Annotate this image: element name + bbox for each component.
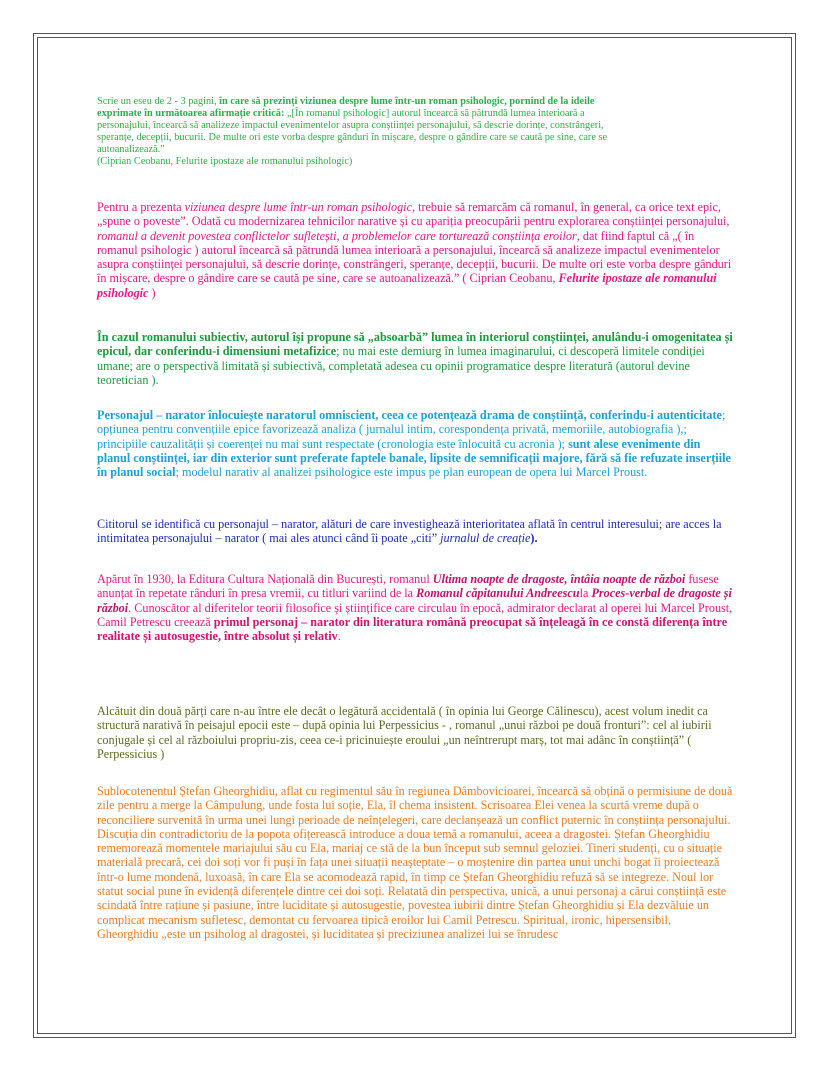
intro-text-2: , trebuie să remarcăm că romanul, în general, ca orice text epic, „spune o poveste”. Odată cu modernizarea tehnicilor narative și cu apariția preocupării pentru explorarea conștiinței personajului,: [97, 200, 730, 229]
prompt-quote: „[În romanul psihologic] autorul încearcă să pătrundă lumea interioară a personajului, încearcă să analizeze impactul evenimentelor asupra conștiinței personajului, să descrie dorințe, constrângeri, speranțe, decepții, bucurii. De multe ori este vorba despre gânduri în mișcare, despre o gândire care se caută pe sine, care se autoanalizează.”: [97, 108, 608, 155]
alt-title-2: Proces-verbal de dragoste și război: [97, 586, 732, 615]
paragraph-publication: [97, 572, 733, 643]
publication-text-1: Apărut în 1930, la Editura Cultura Națională din București, romanul: [97, 572, 433, 586]
novel-title: Ultima noapte de dragoste, întâia noapte de război: [432, 572, 686, 586]
publication-text-3: la: [579, 586, 592, 601]
essay-prompt: [97, 96, 637, 168]
intro-emphasis-1: viziunea despre lume într-un roman psihologic: [184, 200, 412, 214]
paragraph-introduction: [97, 200, 733, 300]
intro-emphasis-2: romanul a devenit povestea conflictelor sufletești, a problemelor care torturează conștiința eroilor: [97, 228, 577, 243]
subjective-thesis: În cazul romanului subiectiv, autorul își propune să „absoarbă” lumea în interiorul conștiinței, anulându-i omogenitatea și epicul, dar conferindu-i dimensiuni metafizice: [97, 330, 733, 359]
paragraph-plot: Sublocotenentul Ștefan Gheorghidiu, aflat cu regimentul său în regiunea Dâmbovicioarei, încearcă să obțină o permisiune de două zile pentru a merge la Câmpulung, unde fosta lui soție, Ela, îl chema insistent. Scrisoarea Elei venea la scurtă vreme după o reconciliere survenită în urma unei lungi perioade de neînțelegeri, care declanșează un conflict puternic în conștiința personajului. Discuția din contradictoriu de la popota ofițerească introduce a doua temă a romanului, aceea a dragostei. Ștefan Gheorghidiu rememorează momentele mariajului său cu Ela, mariaj ce stă de la bun început sub semnul geloziei. Tineri studenți, cu o situație materială precară, cei doi soți vor fi puși în fața unei situații neașteptate – o moștenire din partea unui unchi bogat îi proiectează într-o lume mondenă, luxoasă, în care Ela se acomodează rapid, în timp ce Ștefan Gheorghidiu refuză să se integreze. Noul lor statut social pune în evidență diferențele dintre cei doi soți. Relatată din perspectiva, unică, a unui personaj a cărui conștiință este scindată între rațiune și pasiune, între luciditate și autosugestie, povestea iubirii dintre Ștefan Gheorghidiu și Ela dezvăluie un complicat mecanism sufletesc, demontat cu fervoarea tipică eroilor lui Camil Petrescu. Spiritual, ironic, hipersensibil, Gheorghidiu „este un psiholog al dragostei, și luciditatea și preciziunea analizei lui se înrudesc: [97, 784, 733, 941]
reader-end: ).: [530, 531, 538, 546]
intro-text-3: , dat fiind faptul că „( în romanul psihologic ) autorul încearcă să pătrundă lumea interioară a personajului, încearcă să analizeze impactul evenimentelor asupra conștiinței personajului, să descrie dorințe, constrângeri, speranțe, decepții, bucurii. De multe ori este vorba despre gânduri în mișcare, despre o gândire care se caută pe sine, care se autoanalizează.” ( Ciprian Ceobanu,: [97, 228, 732, 286]
intro-text-1: Pentru a prezenta: [97, 200, 185, 214]
narrator-thesis: Personajul – narator înlocuiește naratorul omniscient, ceea ce potențează drama de conștiință, conferindu-i autenticitate: [97, 408, 722, 422]
narrator-emphasis: sunt alese evenimente din planul conștiinței, iar din exterior sunt preferate faptele banale, lipsite de semnificații majore, fără să fie refuzate inserțiile în planul social: [97, 436, 731, 480]
prompt-source: (Ciprian Ceobanu, Felurite ipostaze ale romanului psihologic): [97, 156, 353, 167]
prompt-task: în care să prezinți viziunea despre lume într-un roman psihologic, pornind de la ideile exprimate în următoarea afirmație critică:: [97, 96, 595, 119]
alt-title-1: Romanul căpitanului Andreescu: [416, 586, 580, 601]
publication-end: .: [337, 629, 341, 644]
narrator-text-2: ; modelul narativ al analizei psihologice este impus pe plan european de opera lui Marcel Proust.: [175, 465, 648, 480]
intro-source-title: Felurite ipostaze ale romanului psihologic: [97, 271, 717, 300]
intro-text-4: ): [148, 285, 156, 300]
paragraph-subjective-novel: [97, 330, 733, 387]
subjective-text: ; nu mai este demiurg în lumea imaginarului, ci descoperă limitele condiției umane; are o perspectivă limitată și subiectivă, completată adesea cu opinii programatice despre literatură (autorul devine teoretician ).: [97, 344, 705, 387]
paragraph-reader: [97, 517, 733, 546]
paragraph-structure: Alcătuit din două părți care n-au între ele decât o legătură accidentală ( în opinia lui George Călinescu), acest volum inedit ca structură narativă în peisajul epocii este – după opinia lui Perpessicius - , romanul „unui război pe două fronturi”: cel al iubirii conjugale și cel al războiului propriu-zis, ceea ce-i pricinuiește eroului „un neîntrerupt marș, tot mai adânc în conștiință” ( Perpessicius ): [97, 704, 712, 761]
paragraph-narrator: [97, 408, 733, 479]
reader-text: Cititorul se identifică cu personajul – narator, alături de care investighează interioritatea aflată în centrul interesului; are acces la intimitatea personajului – narator ( mai ales atunci când îi poate „citi”: [97, 517, 722, 546]
publication-thesis: primul personaj – narator din literatura română preocupat să înțeleagă în ce constă diferența între realitate și autosugestie, între absolut și relativ: [97, 614, 728, 644]
reader-emphasis: jurnalul de creație: [440, 531, 531, 546]
prompt-intro: Scrie un eseu de 2 - 3 pagini,: [97, 96, 220, 107]
narrator-text-1: ; opțiunea pentru convențiile epice favorizează analiza ( jurnalul intim, corespondența privată, memoriile, autobiografia ),; principiile cauzalității și coerenței nu mai sunt respectate (cronologia este înlocuită cu acronia );: [97, 408, 726, 451]
publication-text-4: . Cunoscător al diferitelor teorii filosofice și științifice care circulau în epocă, admirator declarat al operei lui Marcel Proust, Camil Petrescu creează: [97, 600, 733, 629]
publication-text-2: fusese anunțat în repetate rânduri în presa vremii, cu titluri variind de la: [97, 572, 719, 601]
